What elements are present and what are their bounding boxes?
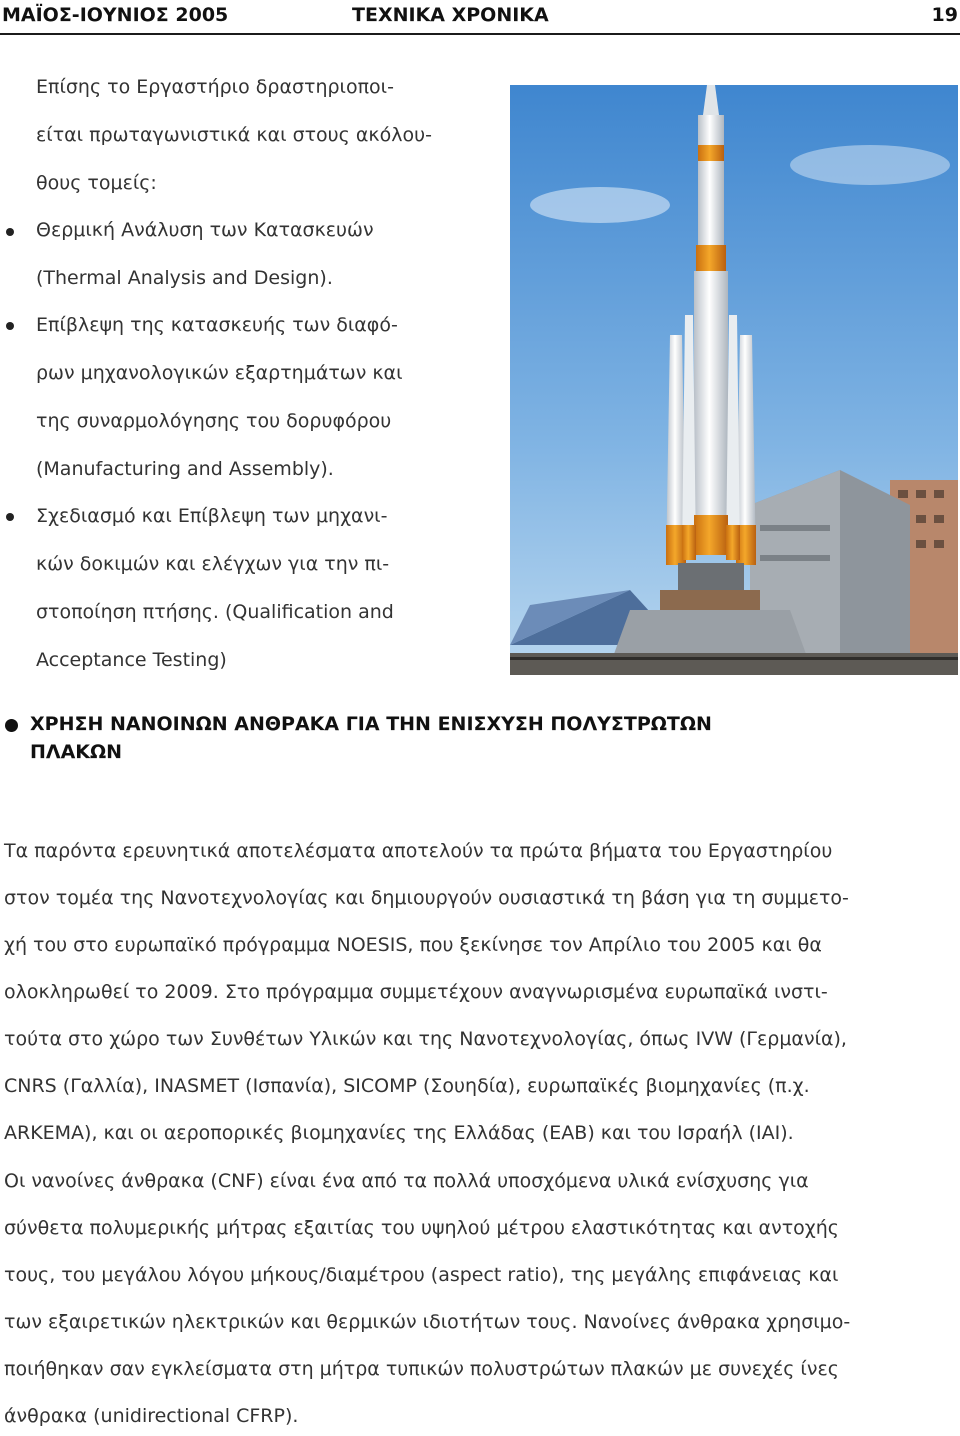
paragraph-line: χή του στο ευρωπαϊκό πρόγραμμα NOESIS, που ξεκίνησε τον Απρίλιο του 2005 και θα: [4, 934, 822, 956]
bullet-line: Θερμική Ανάλυση των Κατασκευών: [36, 219, 374, 241]
paragraph-line: ARKEMA), και οι αεροπορικές βιομηχανίες της Ελλάδας (ΕΑΒ) και του Ισραήλ (IAI).: [4, 1122, 794, 1144]
paragraph-line: Τα παρόντα ερευνητικά αποτελέσματα αποτελούν τα πρώτα βήματα του Εργαστηρίου: [4, 840, 833, 862]
section-title: ΧΡΗΣΗ ΝΑΝΟΙΝΩΝ ΑΝΘΡΑΚΑ ΓΙΑ ΤΗΝ ΕΝΙΣΧΥΣΗ ΠΟΛΥΣΤΡΩΤΩΝ: [30, 713, 712, 735]
paragraph-line: στον τομέα της Νανοτεχνολογίας και δημιουργούν ουσιαστικά τη βάση για τη συμμετο-: [4, 887, 849, 909]
paragraph-line: τούτα στο χώρο των Συνθέτων Υλικών και της Νανοτεχνολογίας, όπως IVW (Γερμανία),: [4, 1028, 847, 1050]
paragraph-line: των εξαιρετικών ηλεκτρικών και θερμικών ιδιοτήτων τους. Νανοίνες άνθρακα χρησιμο-: [4, 1311, 851, 1333]
intro-line: είται πρωταγωνιστικά και στους ακόλου-: [36, 124, 432, 146]
bullet-line: Acceptance Testing): [36, 649, 227, 671]
bullet-line: της συναρμολόγησης του δορυφόρου: [36, 410, 392, 432]
page-header: [0, 0, 960, 32]
page-number: 19: [931, 4, 958, 26]
section-bullet-icon: [5, 719, 18, 732]
bullet-line: Επίβλεψη της κατασκευής των διαφό-: [36, 314, 398, 336]
bullet-line: ρων μηχανολογικών εξαρτημάτων και: [36, 362, 403, 384]
bullet-icon: [6, 513, 14, 521]
bullet-line: (Manufacturing and Assembly).: [36, 458, 334, 480]
bullet-line: Σχεδιασμό και Επίβλεψη των μηχανι-: [36, 505, 388, 527]
rocket-photo: [510, 85, 958, 675]
bullet-line: στοποίηση πτήσης. (Qualification and: [36, 601, 394, 623]
section-title-continued: ΠΛΑΚΩΝ: [30, 741, 123, 763]
paragraph-line: CNRS (Γαλλία), INASMET (Ισπανία), SICOMP (Σουηδία), ευρωπαϊκές βιομηχανίες (π.χ.: [4, 1075, 810, 1097]
paragraph-line: ολοκληρωθεί το 2009. Στο πρόγραμμα συμμετέχουν αναγνωρισμένα ευρωπαϊκά ινστι-: [4, 981, 828, 1003]
header-rule: [0, 33, 960, 35]
intro-line: θους τομείς:: [36, 172, 157, 194]
bullet-icon: [6, 228, 14, 236]
paragraph-line: ποιήθηκαν σαν εγκλείσματα στη μήτρα τυπικών πολυστρώτων πλακών με συνεχές ίνες: [4, 1358, 839, 1380]
paragraph-line: σύνθετα πολυμερικής μήτρας εξαιτίας του υψηλού μέτρου ελαστικότητας και αντοχής: [4, 1217, 839, 1239]
issue-date: ΜΑΪΟΣ-ΙΟΥΝΙΟΣ 2005: [2, 4, 229, 26]
paragraph-line: Οι νανοίνες άνθρακα (CNF) είναι ένα από τα πολλά υποσχόμενα υλικά ενίσχυσης για: [4, 1170, 809, 1192]
paragraph-line: τους, του μεγάλου λόγου μήκους/διαμέτρου (aspect ratio), της μεγάλης επιφάνειας και: [4, 1264, 839, 1286]
journal-title: ΤΕΧΝΙΚΑ ΧΡΟΝΙΚΑ: [352, 4, 549, 26]
bullet-line: κών δοκιμών και ελέγχων για την πι-: [36, 553, 390, 575]
paragraph-line: άνθρακα (unidirectional CFRP).: [4, 1405, 299, 1427]
bullet-line: (Thermal Analysis and Design).: [36, 267, 333, 289]
bullet-icon: [6, 322, 14, 330]
intro-line: Επίσης το Εργαστήριο δραστηριοποι-: [36, 76, 394, 98]
